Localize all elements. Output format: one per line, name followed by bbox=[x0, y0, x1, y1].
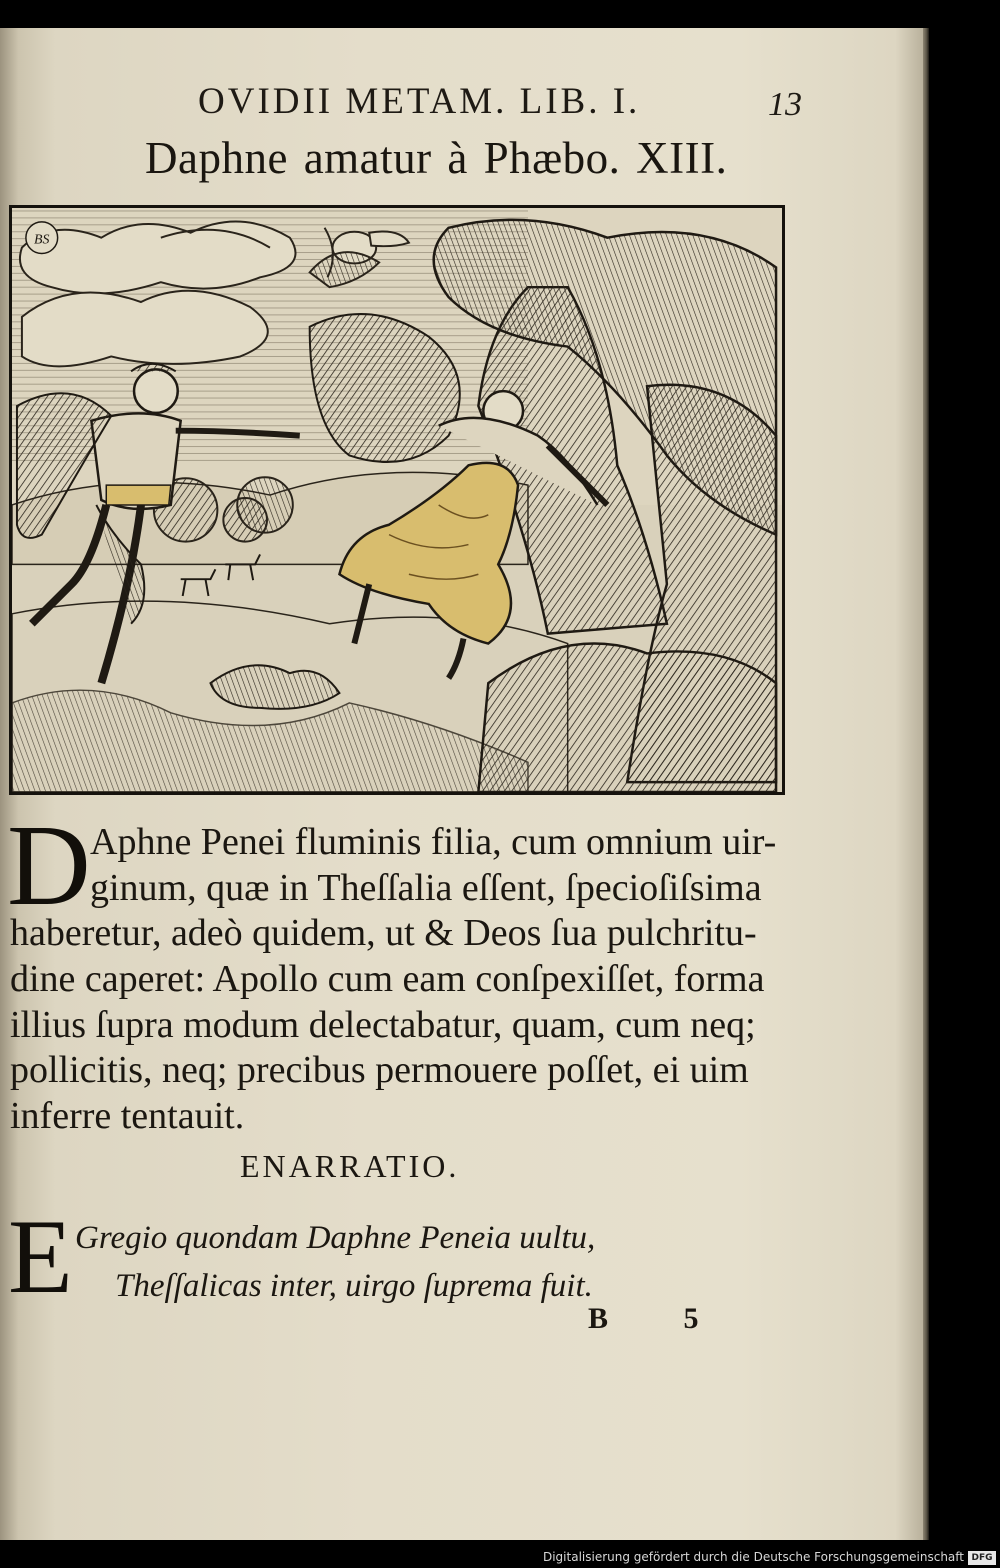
signature-mark: B 5 bbox=[588, 1302, 733, 1335]
dfg-logo: DFG bbox=[968, 1551, 996, 1565]
text-line: Aphne Penei fluminis filia, cum omnium uir- bbox=[90, 821, 777, 863]
section-heading: ENARRATIO. bbox=[240, 1148, 460, 1184]
woodcut-monogram: BS bbox=[34, 232, 50, 248]
page-title: Daphne amatur à Phæbo. XIII. bbox=[145, 133, 728, 183]
digitization-credit: Digitalisierung gefördert durch die Deutsche Forschungsgemeinschaft bbox=[542, 1550, 964, 1564]
text-line: dine caperet: Apollo cum eam conſpexiſſet, forma bbox=[10, 958, 765, 1001]
verse-drop-cap: E bbox=[8, 1198, 73, 1315]
verse-block bbox=[75, 1214, 595, 1310]
text-line: inferre tentauit. bbox=[10, 1095, 245, 1138]
text-line: pollicitis, neq; precibus permouere poſſet, ei uim bbox=[10, 1049, 749, 1092]
text-line: haberetur, adeò quidem, ut & Deos ſua pulchritu- bbox=[10, 912, 757, 955]
running-head: OVIDII METAM. LIB. I. bbox=[198, 81, 641, 122]
drop-cap: D bbox=[7, 802, 91, 930]
body-paragraph bbox=[10, 820, 810, 1140]
page-number: 13 bbox=[768, 86, 802, 123]
woodcut-illustration bbox=[9, 205, 785, 795]
woodcut-scene bbox=[12, 208, 782, 792]
verse-line: Gregio quondam Daphne Peneia uultu, bbox=[75, 1220, 596, 1256]
text-line: ginum, quæ in Theſſalia eſſent, ſpecioſiſsima bbox=[90, 866, 762, 909]
verse-line: Theſſalicas inter, uirgo ſuprema fuit. bbox=[115, 1268, 593, 1304]
page-edge bbox=[923, 28, 929, 1540]
text-line: illius ſupra modum delectabatur, quam, cum neq; bbox=[10, 1003, 756, 1046]
